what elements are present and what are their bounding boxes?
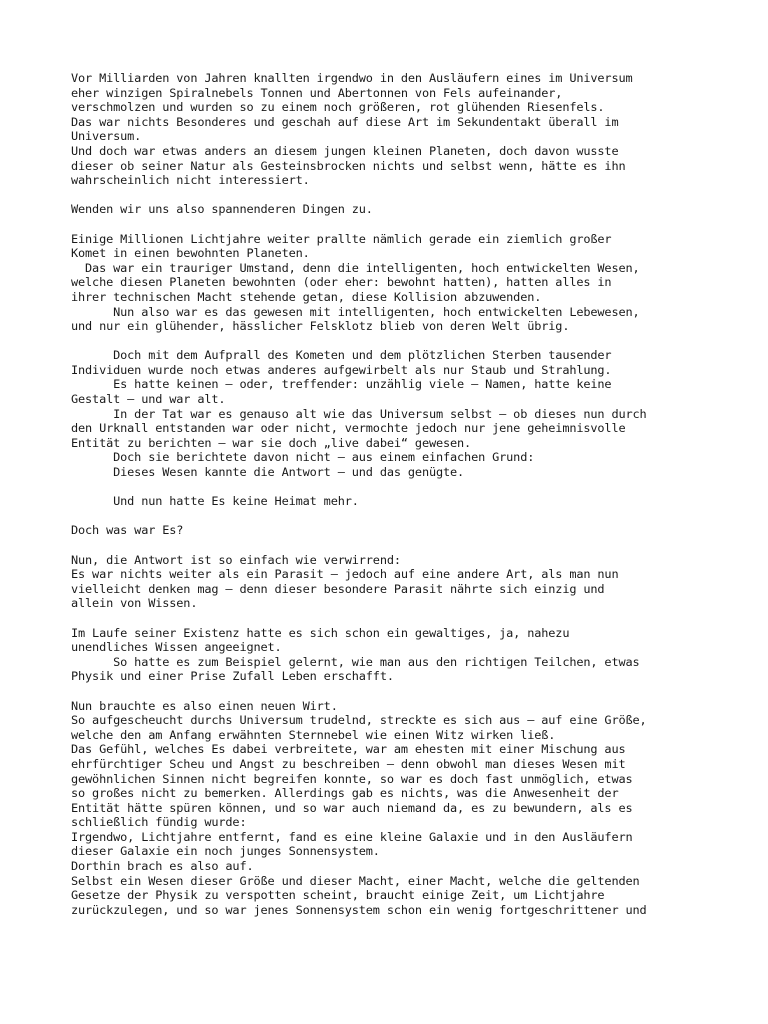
text-line: Nun, die Antwort ist so einfach wie verwirrend: (71, 552, 401, 567)
text-line: So hatte es zum Beispiel gelernt, wie man aus den richtigen Teilchen, etwas (71, 654, 640, 669)
paragraph-gap (71, 538, 711, 553)
text-line: Gesetze der Physik zu verspotten scheint, braucht einige Zeit, um Lichtjahre (71, 888, 605, 903)
text-line: Im Laufe seiner Existenz hatte es sich schon ein gewaltiges, ja, nahezu (71, 625, 570, 640)
paragraph-gap (71, 334, 711, 349)
text-line: gewöhnlichen Sinnen nicht begreifen konnte, so war es doch fast unmöglich, etwas (71, 771, 633, 786)
text-line: Universum. (71, 129, 142, 144)
text-line: zurückzulegen, und so war jenes Sonnensystem schon ein wenig fortgeschrittener und (71, 902, 647, 917)
text-line: Das war ein trauriger Umstand, denn die intelligenten, hoch entwickelten Wesen, (71, 260, 640, 275)
text-line: allein von Wissen. (71, 596, 198, 611)
text-line: den Urknall entstanden war oder nicht, vermochte jedoch nur jene geheimnisvolle (71, 421, 626, 436)
paragraph-gap (71, 684, 711, 699)
text-line: Selbst ein Wesen dieser Größe und dieser Macht, einer Macht, welche die geltenden (71, 873, 640, 888)
text-line: welche den am Anfang erwähnten Sternnebel wie einen Witz wirken ließ. (71, 727, 556, 742)
text-line: Doch sie berichtete davon nicht – aus einem einfachen Grund: (71, 450, 535, 465)
text-line: Dieses Wesen kannte die Antwort – und das genügte. (71, 465, 465, 480)
text-line: Nun brauchte es also einen neuen Wirt. (71, 698, 338, 713)
text-line: Das Gefühl, welches Es dabei verbreitete, war am ehesten mit einer Mischung aus (71, 742, 626, 757)
paragraph-gap (71, 611, 711, 626)
text-line: ehrfürchtiger Scheu und Angst zu beschreiben – denn obwohl man dieses Wesen mit (71, 756, 626, 771)
text-line: unendliches Wissen angeeignet. (71, 640, 282, 655)
text-line: Und doch war etwas anders an diesem jungen kleinen Planeten, doch davon wusste (71, 143, 619, 158)
text-line: ihrer technischen Macht stehende getan, diese Kollision abzuwenden. (71, 289, 542, 304)
text-line: Irgendwo, Lichtjahre entfernt, fand es eine kleine Galaxie und in den Ausläufern (71, 829, 633, 844)
text-line: Doch was war Es? (71, 523, 184, 538)
text-line: wahrscheinlich nicht interessiert. (71, 173, 310, 188)
text-line: Einige Millionen Lichtjahre weiter prallte nämlich gerade ein ziemlich großer (71, 231, 612, 246)
text-line: vielleicht denken mag – denn dieser besondere Parasit nährte sich einzig und (71, 581, 605, 596)
text-line: Es hatte keinen – oder, treffender: unzählig viele – Namen, hatte keine (71, 377, 612, 392)
text-line: Doch mit dem Aufprall des Kometen und dem plötzlichen Sterben tausender (71, 348, 612, 363)
text-line: welche diesen Planeten bewohnten (oder eher: bewohnt hatten), hatten alles in (71, 275, 612, 290)
text-line: So aufgescheucht durchs Universum trudelnd, streckte es sich aus – auf eine Größe, (71, 713, 647, 728)
text-line: dieser Galaxie ein noch junges Sonnensystem. (71, 844, 380, 859)
text-line: Entität zu berichten – war sie doch „live dabei“ gewesen. (71, 435, 472, 450)
text-line: Das war nichts Besonderes und geschah auf diese Art im Sekundentakt überall im (71, 114, 619, 129)
text-line: Und nun hatte Es keine Heimat mehr. (71, 494, 359, 509)
text-line: Komet in einen bewohnten Planeten. (71, 246, 310, 261)
text-line: Gestalt – und war alt. (71, 392, 226, 407)
text-line: so großes nicht zu bemerken. Allerdings gab es nichts, was die Anwesenheit der (71, 786, 619, 801)
text-line: Nun also war es das gewesen mit intelligenten, hoch entwickelten Lebewesen, (71, 304, 640, 319)
text-line: Dorthin brach es also auf. (71, 859, 254, 874)
text-line: verschmolzen und wurden so zu einem noch größeren, rot glühenden Riesenfels. (71, 100, 605, 115)
text-line: und nur ein glühender, hässlicher Felsklotz blieb von deren Welt übrig. (71, 319, 570, 334)
text-line: eher winzigen Spiralnebels Tonnen und Abertonnen von Fels aufeinander, (71, 85, 563, 100)
paragraph-gap (71, 188, 711, 203)
text-line: Physik und einer Prise Zufall Leben erschafft. (71, 669, 394, 684)
text-line: Individuen wurde noch etwas anderes aufgewirbelt als nur Staub und Strahlung. (71, 362, 612, 377)
text-line: dieser ob seiner Natur als Gesteinsbrocken nichts und selbst wenn, hätte es ihn (71, 158, 626, 173)
text-line: schließlich fündig wurde: (71, 815, 247, 830)
paragraph-gap (71, 217, 711, 232)
text-line: In der Tat war es genauso alt wie das Universum selbst – ob dieses nun durch (71, 406, 647, 421)
paragraph-gap (71, 480, 711, 495)
document-body (71, 71, 711, 917)
text-line: Es war nichts weiter als ein Parasit – jedoch auf eine andere Art, als man nun (71, 567, 619, 582)
text-line: Wenden wir uns also spannenderen Dingen zu. (71, 202, 373, 217)
paragraph-gap (71, 509, 711, 524)
text-line: Vor Milliarden von Jahren knallten irgendwo in den Ausläufern eines im Universum (71, 71, 633, 85)
text-line: Entität hätte spüren können, und so war auch niemand da, es zu bewundern, als es (71, 800, 633, 815)
